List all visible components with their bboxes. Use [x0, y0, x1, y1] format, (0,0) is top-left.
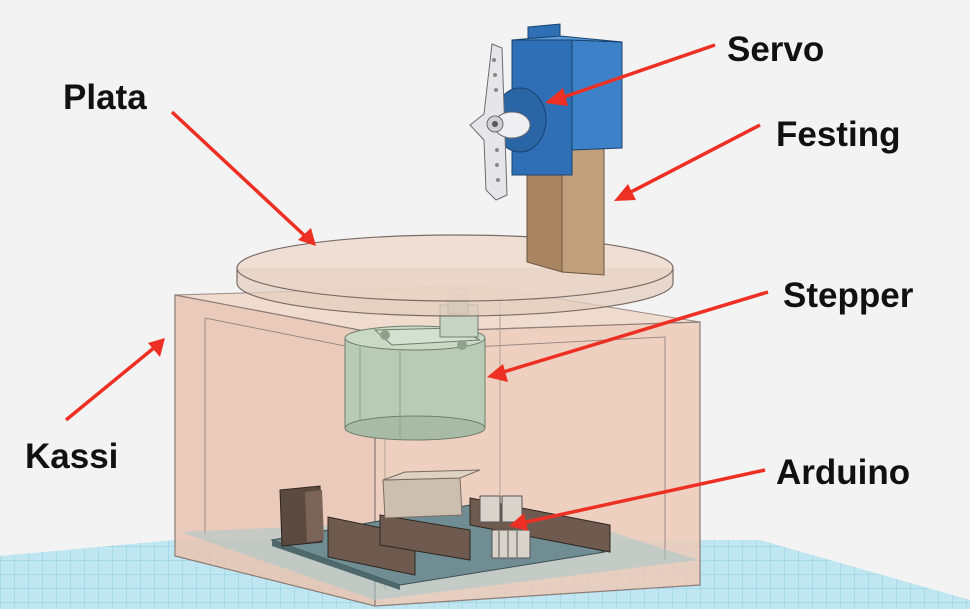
label-festing: Festing [776, 115, 901, 154]
label-plata: Plata [63, 78, 147, 117]
arrow-plata [172, 112, 316, 246]
label-servo: Servo [727, 30, 825, 69]
arrow-festing [614, 125, 760, 201]
plate-plata [237, 235, 673, 316]
label-kassi: Kassi [25, 437, 119, 476]
label-arduino: Arduino [776, 453, 911, 492]
arrow-kassi [66, 338, 165, 420]
label-stepper: Stepper [783, 276, 914, 315]
